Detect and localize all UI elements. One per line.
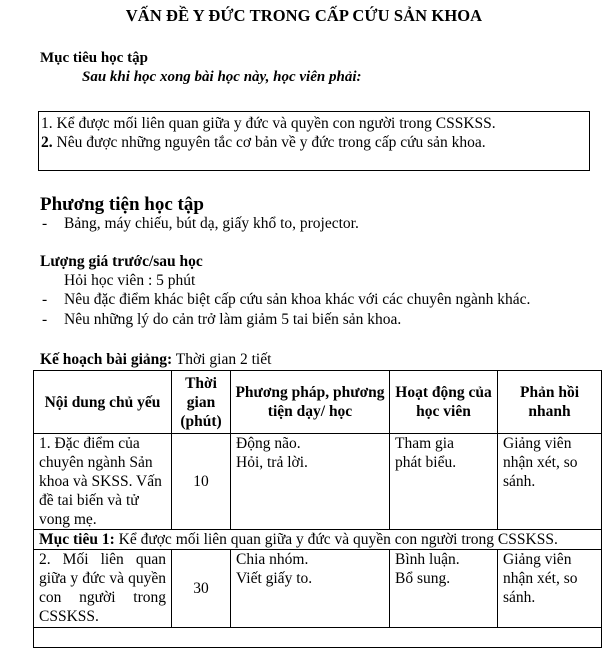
objectives-intro: Sau khi học xong bài học này, học viên phải: bbox=[82, 69, 362, 85]
evaluation-item bbox=[0, 311, 608, 331]
cell-activity bbox=[390, 434, 498, 530]
objectives-heading: Mục tiêu học tập bbox=[40, 50, 148, 66]
activity-line: phát biểu. bbox=[395, 454, 457, 471]
objective-item bbox=[41, 133, 589, 152]
objective-row-text: Kể được mối liên quan giữa y đức và quyền con người trong CSSKSS. bbox=[114, 531, 558, 548]
objective-item bbox=[41, 114, 589, 133]
cell-feedback: Giảng viên nhận xét, so sánh. bbox=[498, 550, 602, 628]
header-activity: Hoạt động của học viên bbox=[390, 371, 498, 434]
lesson-plan-table bbox=[33, 370, 602, 648]
evaluation-note: Hỏi học viên : 5 phút bbox=[64, 272, 196, 289]
evaluation-item-text: Nêu những lý do cản trở làm giảm 5 tai biến sản khoa. bbox=[64, 311, 402, 328]
objective-text: Kể được mối liên quan giữa y đức và quyền con người trong CSSKSS. bbox=[56, 115, 496, 132]
objectives-box bbox=[38, 111, 590, 171]
objective-row bbox=[34, 530, 602, 550]
cell-activity bbox=[390, 550, 498, 628]
evaluation-item-text: Nêu đặc điểm khác biệt cấp cứu sản khoa khác với các chuyên ngành khác. bbox=[64, 291, 531, 308]
header-time: Thời gian (phút) bbox=[172, 371, 231, 434]
lesson-plan-duration: Thời gian 2 tiết bbox=[172, 351, 272, 368]
objective-number: 2. bbox=[41, 134, 53, 151]
evaluation-item bbox=[0, 291, 608, 311]
evaluation-heading: Lượng giá trước/sau học bbox=[40, 253, 203, 270]
materials-item-text: Bảng, máy chiếu, bút dạ, giấy khổ to, projector. bbox=[64, 215, 359, 232]
method-line: Hỏi, trả lời. bbox=[236, 454, 308, 471]
table-row bbox=[34, 550, 602, 628]
cell-time: 30 bbox=[172, 550, 231, 628]
table-row bbox=[34, 434, 602, 530]
lesson-plan-label: Kế hoạch bài giảng: bbox=[40, 351, 173, 368]
bullet-dash: - bbox=[42, 311, 48, 328]
cell-content: 2. Mối liên quan giữa y đức và quyền con người trong CSSKSS. bbox=[34, 550, 172, 628]
objective-row-cell bbox=[34, 530, 602, 550]
table-row-next bbox=[34, 628, 602, 648]
next-row-cell bbox=[34, 628, 602, 648]
materials-heading: Phương tiện học tập bbox=[40, 194, 204, 215]
cell-method bbox=[231, 550, 390, 628]
header-method: Phương pháp, phương tiện dạy/ học bbox=[231, 371, 390, 434]
objective-row-label: Mục tiêu 1: bbox=[39, 531, 115, 548]
activity-line: Tham gia bbox=[395, 435, 454, 452]
method-line: Động não. bbox=[236, 435, 301, 452]
cell-feedback: Giảng viên nhận xét, so sánh. bbox=[498, 434, 602, 530]
header-feedback: Phản hồi nhanh bbox=[498, 371, 602, 434]
header-content: Nội dung chủ yếu bbox=[34, 371, 172, 434]
lesson-plan-heading bbox=[40, 351, 271, 369]
materials-item bbox=[0, 215, 608, 235]
objective-number: 1. bbox=[41, 115, 53, 132]
activity-line: Bình luận. bbox=[395, 551, 460, 568]
bullet-dash: - bbox=[42, 291, 48, 308]
method-line: Viết giấy to. bbox=[236, 570, 313, 587]
cell-time: 10 bbox=[172, 434, 231, 530]
cell-method bbox=[231, 434, 390, 530]
method-line: Chia nhóm. bbox=[236, 551, 309, 568]
document-title: VẤN ĐỀ Y ĐỨC TRONG CẤP CỨU SẢN KHOA bbox=[125, 6, 483, 25]
activity-line: Bổ sung. bbox=[395, 570, 451, 587]
objective-text: Nêu được những nguyên tắc cơ bản về y đức trong cấp cứu sản khoa. bbox=[56, 134, 486, 151]
cell-content: 1. Đặc điểm của chuyên ngành Sản khoa và SKSS. Vấn đề tai biến và tử vong mẹ. bbox=[34, 434, 172, 530]
bullet-dash: - bbox=[42, 215, 48, 232]
table-header-row bbox=[34, 371, 602, 434]
